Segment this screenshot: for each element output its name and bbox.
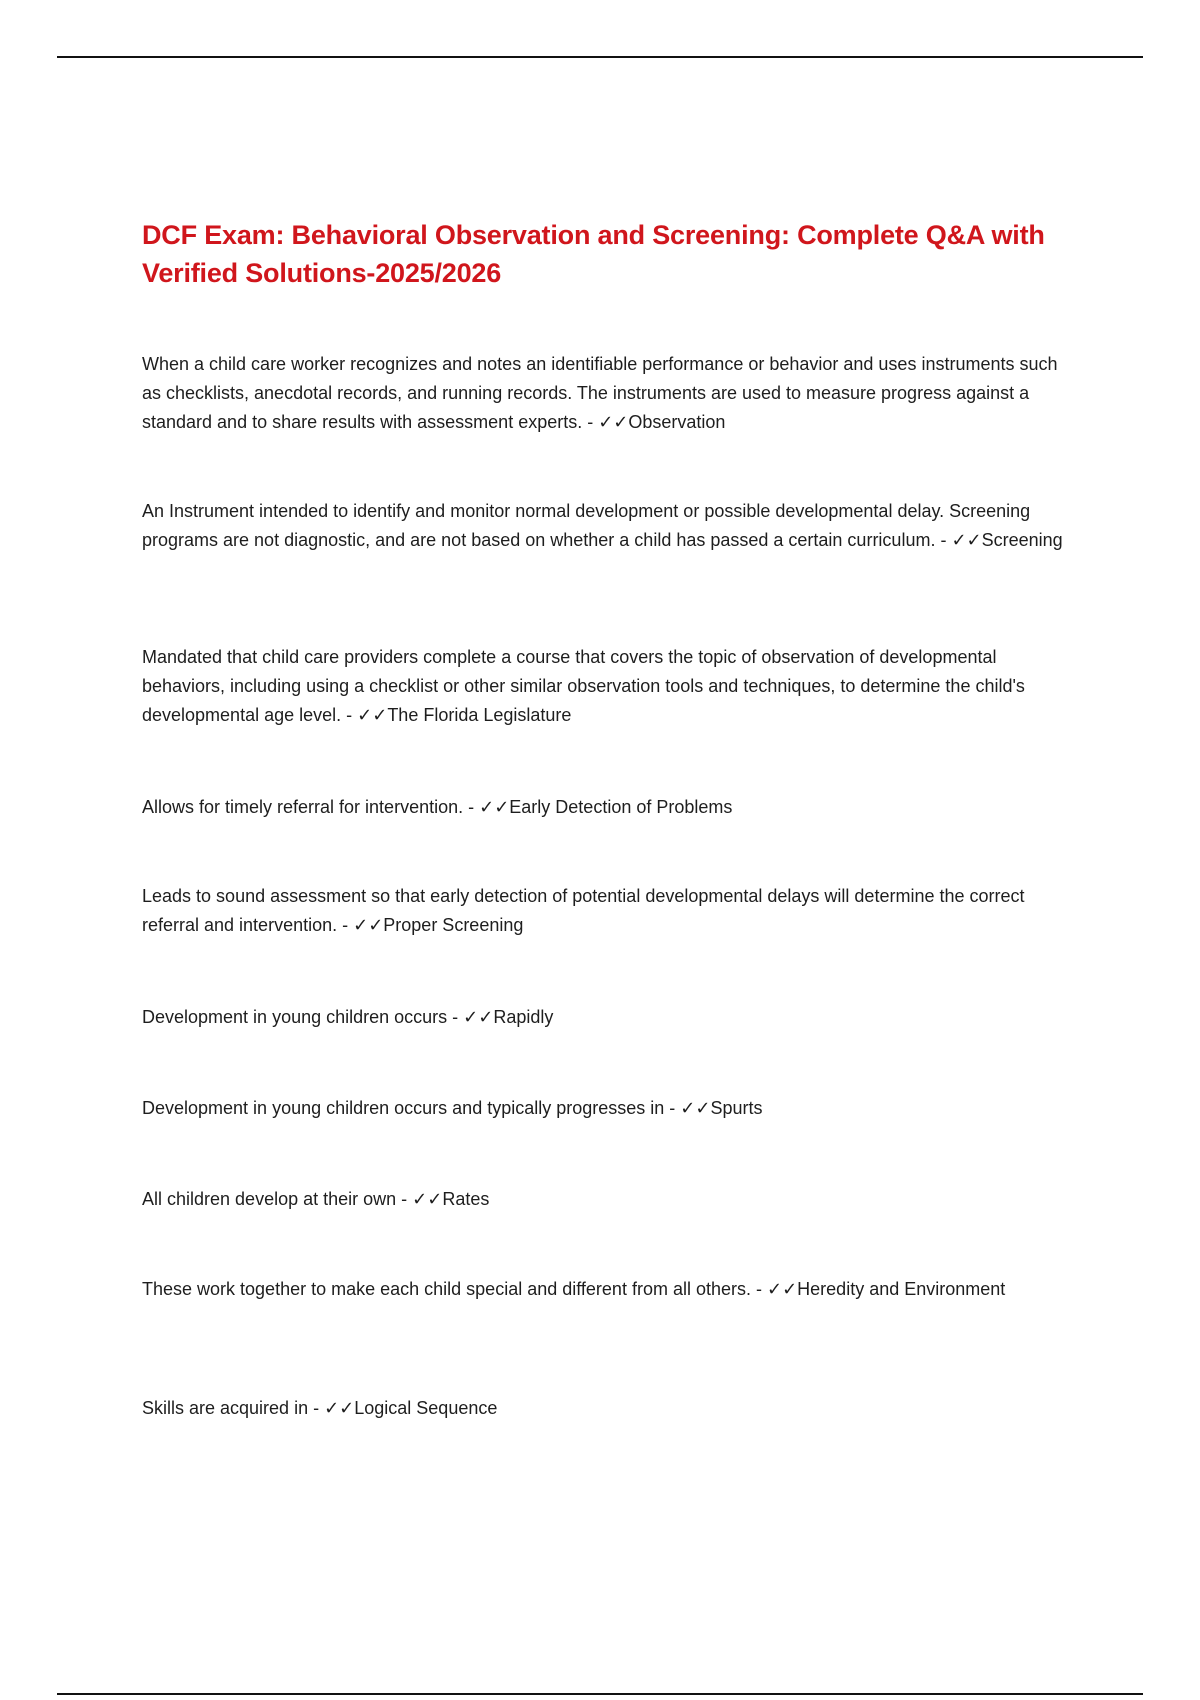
separator: -	[396, 1189, 413, 1209]
answer-text: Spurts	[710, 1098, 763, 1118]
question-text: Allows for timely referral for intervention.	[142, 797, 464, 817]
separator: -	[751, 1279, 767, 1299]
document-title: DCF Exam: Behavioral Observation and Screening: Complete Q&A with Verified Solutions-2025/2026	[142, 220, 1045, 288]
answer-text: Rapidly	[493, 1007, 554, 1027]
check-icon: ✓✓	[353, 915, 384, 935]
qa-item	[142, 497, 1072, 555]
qa-item	[142, 1094, 1072, 1123]
separator: -	[341, 705, 358, 725]
separator: -	[463, 797, 480, 817]
header-rule	[57, 56, 1143, 58]
check-icon: ✓✓	[412, 1189, 443, 1209]
check-icon: ✓✓	[951, 530, 982, 550]
answer-text: Rates	[442, 1189, 490, 1209]
separator: -	[582, 412, 599, 432]
check-icon: ✓✓	[357, 705, 388, 725]
check-icon: ✓✓	[598, 412, 629, 432]
answer-text: Screening	[981, 530, 1063, 550]
question-text: Skills are acquired in	[142, 1398, 309, 1418]
separator: -	[308, 1398, 325, 1418]
qa-item	[142, 350, 1072, 437]
qa-item	[142, 793, 1072, 822]
question-text: Leads to sound assessment so that early detection of potential developmental delays will determine the correct referral and intervention.	[142, 886, 1025, 935]
qa-item	[142, 1394, 1072, 1423]
qa-item	[142, 1003, 1072, 1032]
check-icon: ✓✓	[463, 1007, 494, 1027]
check-icon: ✓✓	[479, 797, 510, 817]
check-icon: ✓✓	[767, 1279, 798, 1299]
question-text: When a child care worker recognizes and notes an identifiable performance or behavior and uses instruments such as checklists, anecdotal records, and running records. The instruments are used to measure progress against a standard and to share results with assessment experts.	[142, 354, 1058, 432]
separator: -	[664, 1098, 681, 1118]
separator: -	[935, 530, 952, 550]
question-text: An Instrument intended to identify and monitor normal development or possible developmental delay. Screening programs are not diagnostic, and are not based on whether a child has passed a certain curriculum.	[142, 501, 1031, 550]
qa-item	[142, 643, 1072, 730]
answer-text: Logical Sequence	[354, 1398, 498, 1418]
answer-text: Proper Screening	[383, 915, 524, 935]
separator: -	[447, 1007, 464, 1027]
question-text: All children develop at their own	[142, 1189, 397, 1209]
question-text: Development in young children occurs and typically progresses in	[142, 1098, 665, 1118]
footer-rule	[57, 1693, 1143, 1695]
question-text: Mandated that child care providers complete a course that covers the topic of observation of developmental behaviors, including using a checklist or other similar observation tools and techniques, to determine the child's developmental age level.	[142, 647, 1025, 725]
answer-text: Early Detection of Problems	[509, 797, 733, 817]
qa-item	[142, 882, 1072, 940]
check-icon: ✓✓	[324, 1398, 355, 1418]
answer-text: Observation	[628, 412, 726, 432]
question-text: These work together to make each child special and different from all others.	[142, 1279, 751, 1299]
check-icon: ✓✓	[680, 1098, 711, 1118]
qa-item	[142, 1185, 1072, 1214]
answer-text: The Florida Legislature	[387, 705, 572, 725]
answer-text: Heredity and Environment	[797, 1279, 1006, 1299]
qa-item	[142, 1275, 1072, 1304]
question-text: Development in young children occurs	[142, 1007, 448, 1027]
separator: -	[337, 915, 354, 935]
